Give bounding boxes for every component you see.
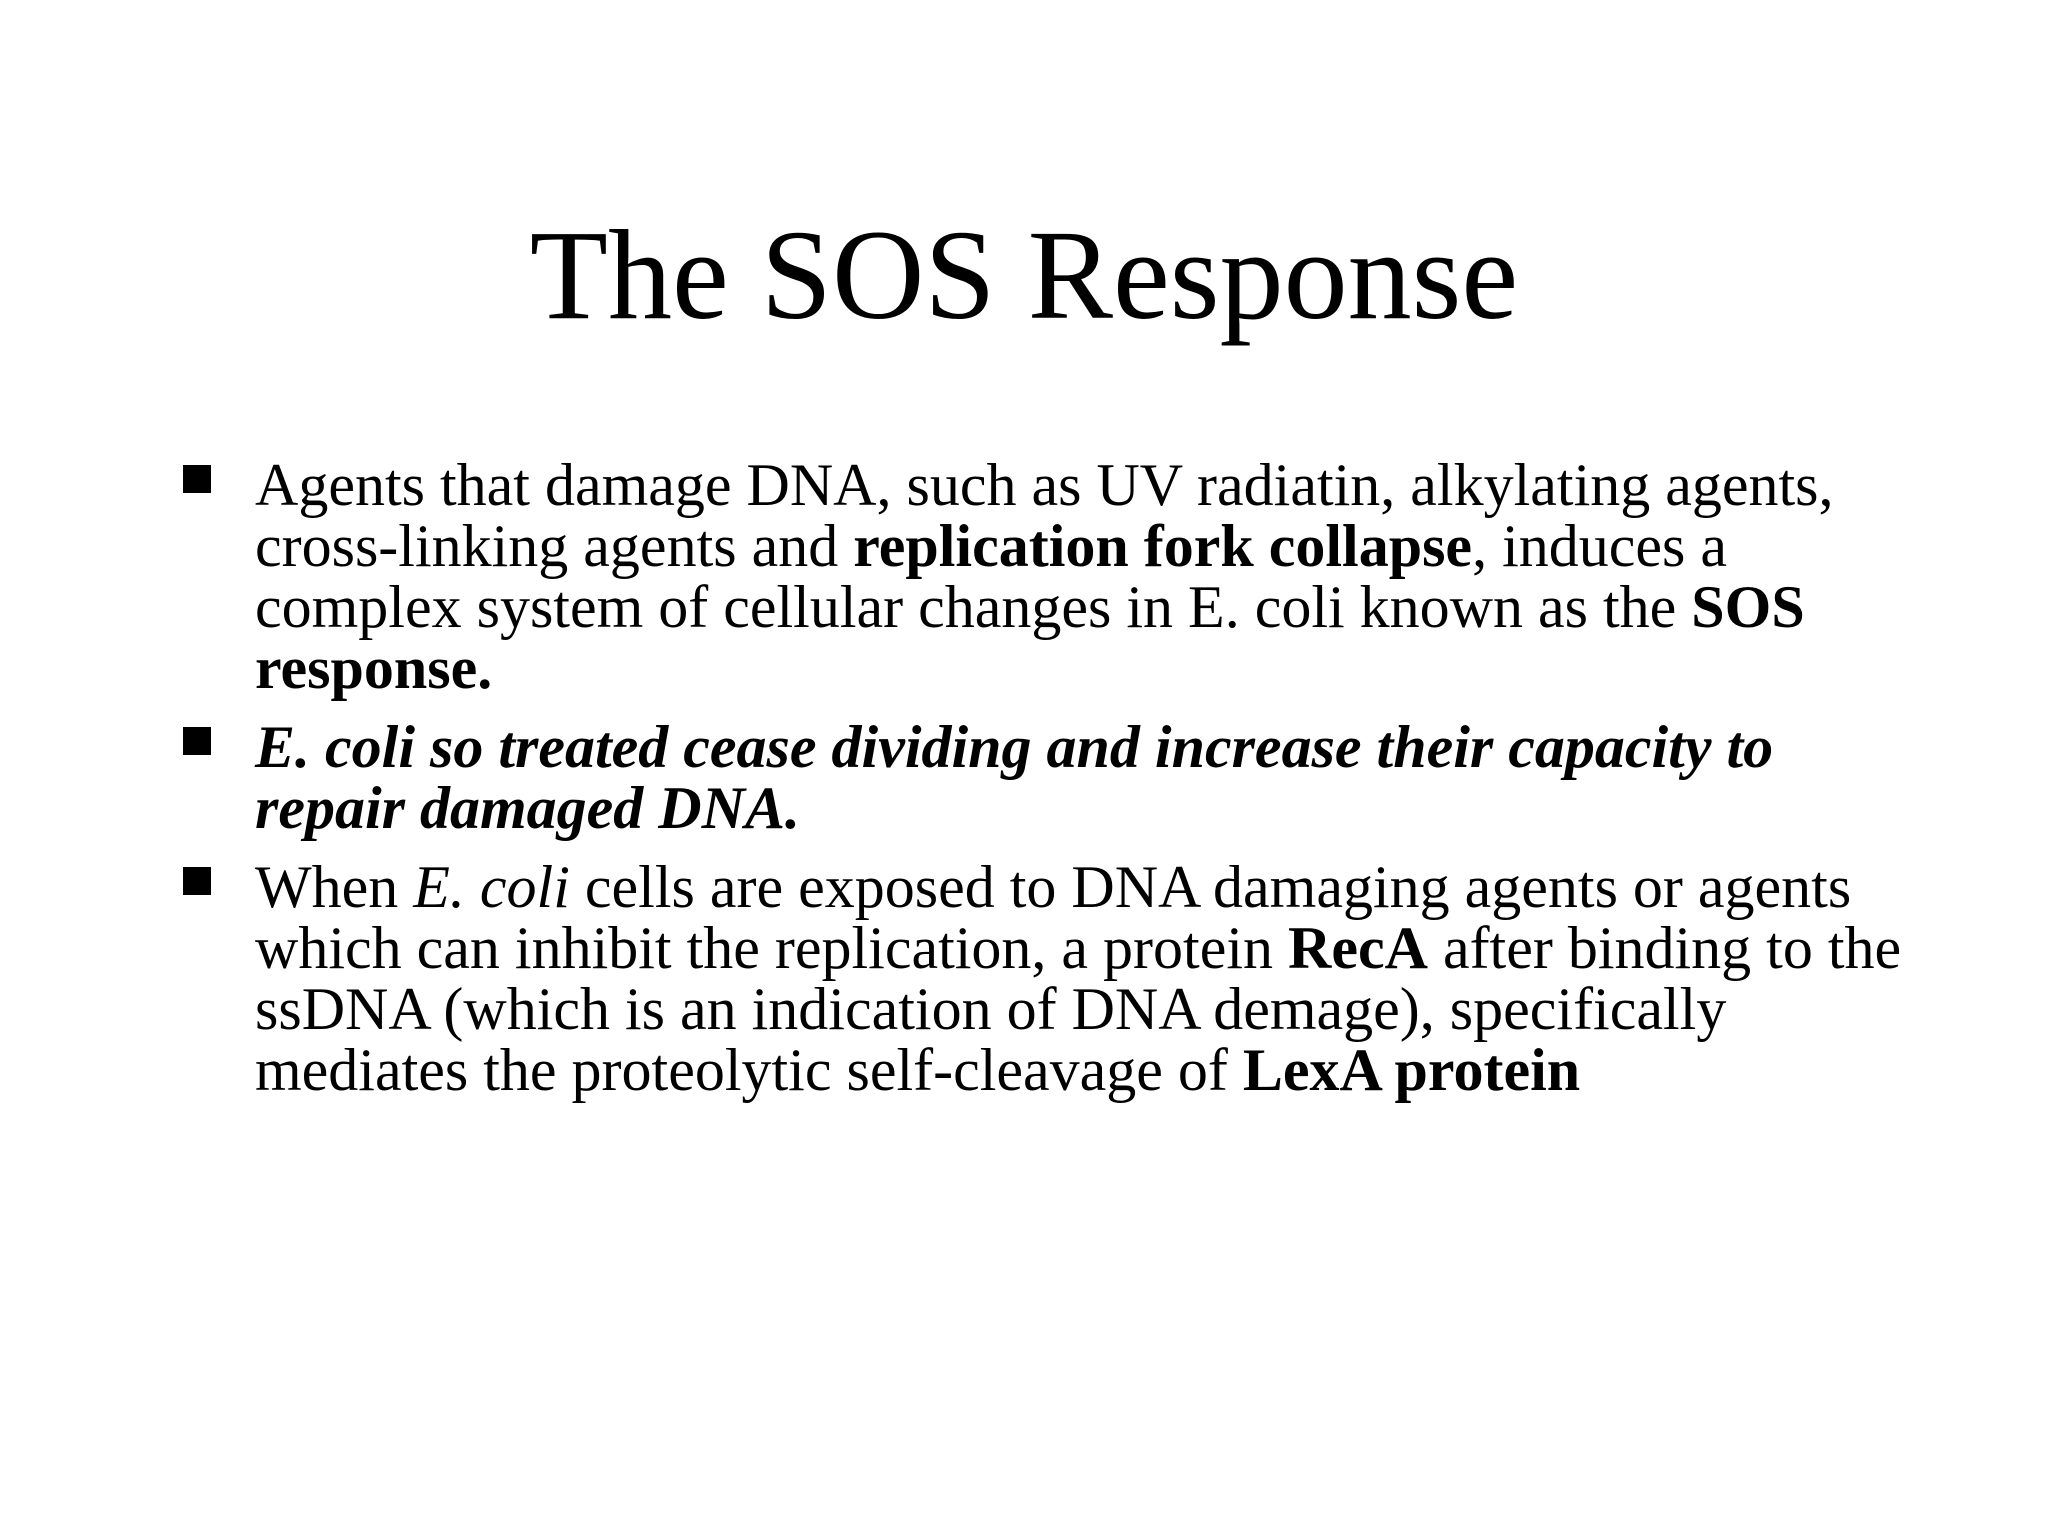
square-bullet-icon bbox=[183, 465, 211, 493]
bullet-list bbox=[183, 452, 1903, 1119]
bullet-text-2 bbox=[255, 714, 1773, 841]
bullet-segment: When bbox=[255, 854, 414, 920]
square-bullet-icon bbox=[183, 727, 211, 755]
slide-title: The SOS Response bbox=[529, 204, 1519, 346]
bullet-item bbox=[183, 854, 1903, 1103]
bullet-text-3 bbox=[255, 854, 1901, 1103]
bullet-segment-bold: SOS response. bbox=[255, 574, 1805, 701]
bullet-segment-italic: E. coli bbox=[413, 854, 570, 920]
bullet-segment: after binding to the ssDNA (which is an indication of DNA demage), specifically mediates the proteolytic self-cleavage of bbox=[255, 915, 1902, 1103]
bullet-segment-bold: RecA bbox=[1288, 915, 1428, 981]
bullet-segment: cells are exposed to DNA damaging agents or agents which can inhibit the replication, a protein bbox=[255, 854, 1852, 981]
bullet-segment-bold: replication fork collapse bbox=[853, 513, 1473, 579]
bullet-text-1 bbox=[255, 452, 1834, 701]
bullet-item bbox=[183, 452, 1903, 701]
bullet-segment-bold: LexA protein bbox=[1242, 1037, 1581, 1103]
bullet-segment-bold-italic: E. coli so treated cease dividing and increase their capacity to repair damaged DNA. bbox=[255, 714, 1774, 841]
bullet-segment: , induces a complex system of cellular changes in E. coli known as the bbox=[255, 513, 1727, 640]
bullet-item bbox=[183, 714, 1903, 841]
square-bullet-icon bbox=[183, 867, 211, 895]
bullet-segment: Agents that damage DNA, such as UV radiatin, alkylating agents, cross-linking agents and bbox=[255, 452, 1834, 579]
